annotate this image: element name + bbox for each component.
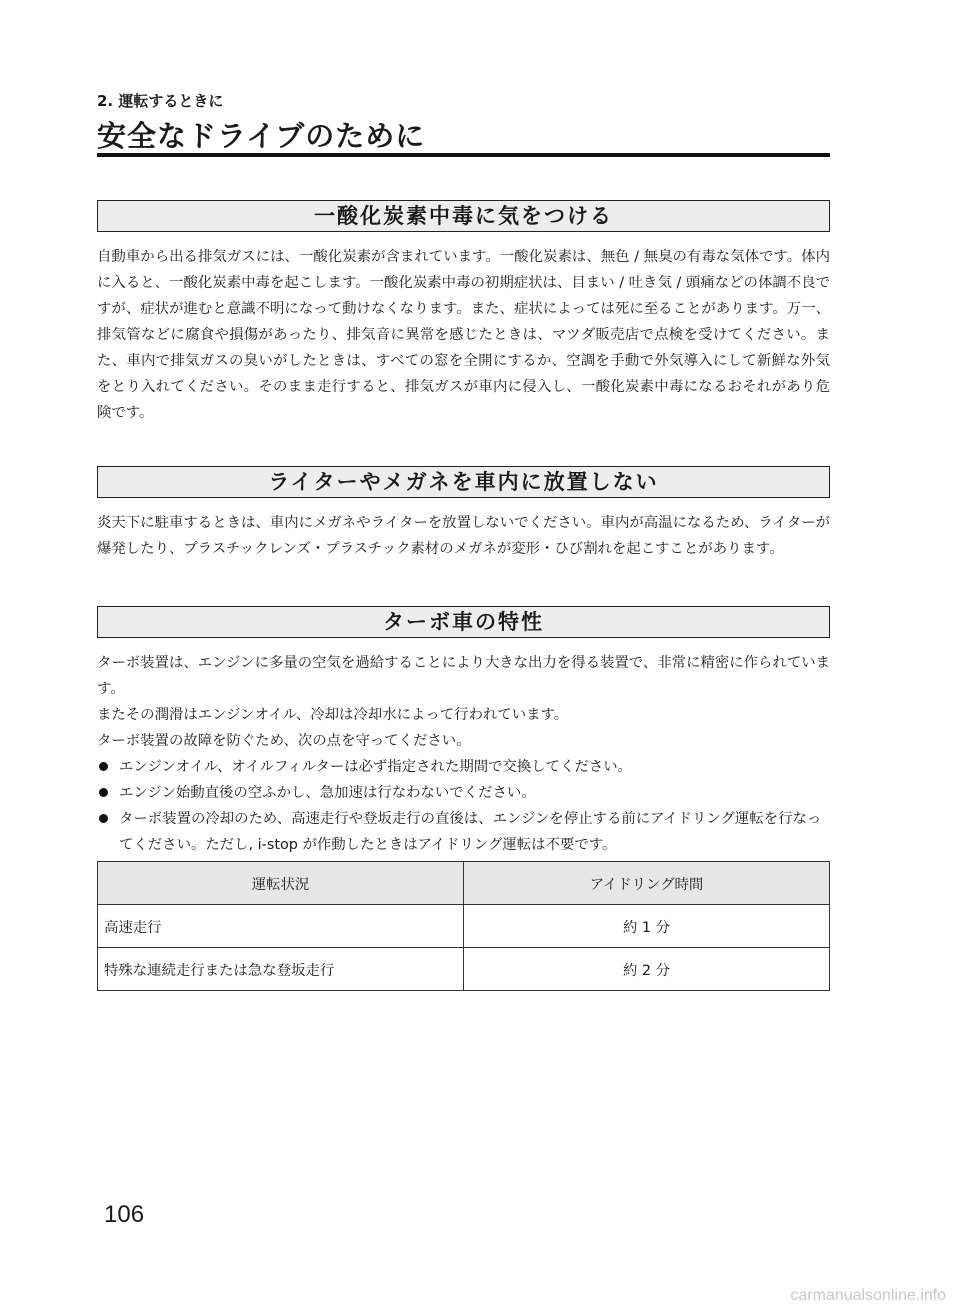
list-item — [97, 754, 830, 780]
page-title: 安全なドライブのために — [97, 119, 426, 153]
table-header-cell: アイドリング時間 — [464, 862, 830, 905]
table-header-row — [98, 862, 830, 905]
page-number: 106 — [104, 1201, 145, 1228]
list-item-text: エンジンオイル、オイルフィルターは必ず指定された期間で交換してください。 — [119, 759, 633, 775]
table-cell: 約 2 分 — [464, 948, 830, 991]
section-paragraph: ターボ装置の故障を防ぐため、次の点を守ってください。 — [97, 733, 471, 749]
section-paragraph: ターボ装置は、エンジンに多量の空気を過給することにより大きな出力を得る装置で、非常に精密に作られています。 — [97, 655, 830, 697]
section-paragraph: 自動車から出る排気ガスには、一酸化炭素が含まれています。一酸化炭素は、無色 / 無臭の有毒な気体です。体内に入ると、一酸化炭素中毒を起こします。一酸化炭素中毒の初期症状は、目まい / 吐き気 / 頭痛などの体調不良ですが、症状が進むと意識不明になって動けなくなります。また、症状によっては死に至ることがあります。万一、排気管などに腐食や損傷があったり、排気音に異常を感じたときは、マツダ販売店で点検を受けてください。また、車内で排気ガスの臭いがしたときは、すべての窓を全開にするか、空調を手動で外気導入にして新鮮な外気をとり入れてください。そのまま走行すると、排気ガスが車内に侵入し、一酸化炭素中毒になるおそれがあり危険です。 — [97, 249, 830, 421]
table-cell: 特殊な連続走行または急な登坂走行 — [98, 948, 464, 991]
section-heading-co-poisoning: 一酸化炭素中毒に気をつける — [97, 200, 830, 232]
list-item-text: ターボ装置の冷却のため、高速走行や登坂走行の直後は、エンジンを停止する前にアイドリング運転を行なってください。ただし, i-stop が作動したときはアイドリング運転は不要です。 — [119, 811, 822, 853]
watermark: carmanualsonline.info — [790, 1287, 946, 1304]
table-row — [98, 905, 830, 948]
turbo-precautions-list — [97, 754, 830, 858]
bullet-icon — [99, 788, 108, 797]
list-item — [97, 780, 830, 806]
idling-time-table — [97, 861, 830, 991]
table-row — [98, 948, 830, 991]
chapter-label: 2. 運転するときに — [97, 92, 224, 110]
section-paragraph: 炎天下に駐車するときは、車内にメガネやライターを放置しないでください。車内が高温になるため、ライターが爆発したり、プラスチックレンズ・プラスチック素材のメガネが変形・ひび割れを起こすことがあります。 — [97, 515, 830, 557]
bullet-icon — [99, 814, 108, 823]
title-divider — [97, 153, 830, 157]
section-heading-turbo: ターボ車の特性 — [97, 606, 830, 638]
list-item-text: エンジン始動直後の空ふかし、急加速は行なわないでください。 — [119, 785, 536, 801]
section-heading-lighter-glasses: ライターやメガネを車内に放置しない — [97, 466, 830, 498]
table-cell: 高速走行 — [98, 905, 464, 948]
section-paragraph: またその潤滑はエンジンオイル、冷却は冷却水によって行われています。 — [97, 707, 569, 723]
table-header-cell: 運転状況 — [98, 862, 464, 905]
table-cell: 約 1 分 — [464, 905, 830, 948]
list-item — [97, 806, 830, 858]
bullet-icon — [99, 762, 108, 771]
